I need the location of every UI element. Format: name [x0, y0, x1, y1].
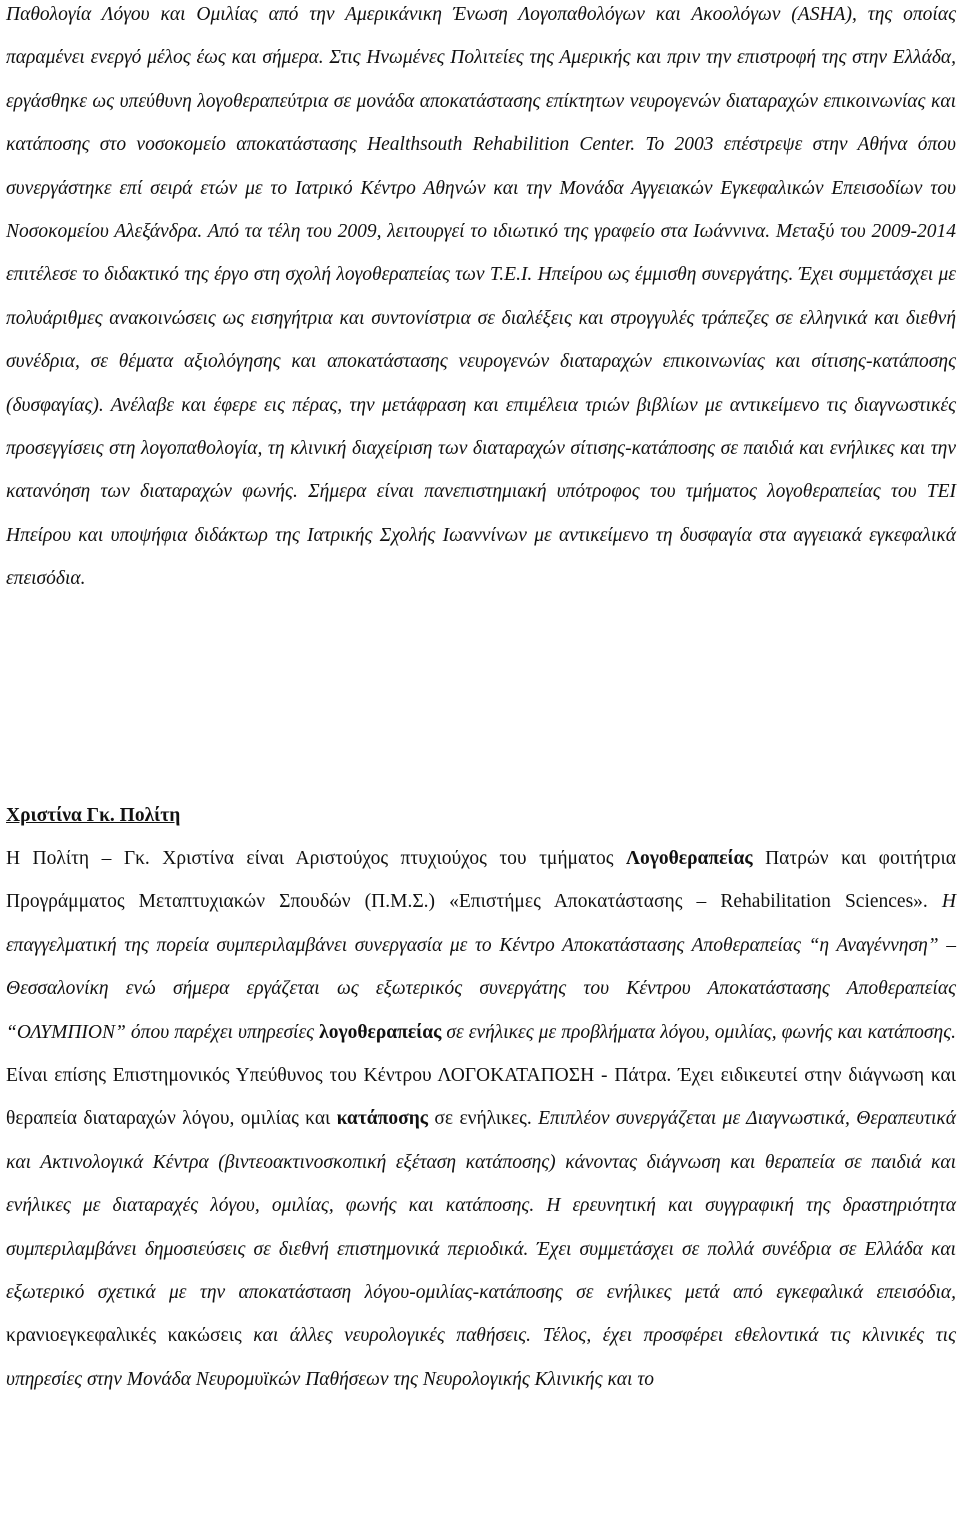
bio-2-segment-italic: “ΟΛΥΜΠΙΟΝ”	[6, 1021, 126, 1043]
bio-2-segment-bold: κατάποσης	[336, 1108, 429, 1130]
bio-2-segment-italic: Η επαγγελματική της πορεία συμπεριλαμβάνει συνεργασία με το Κέντρο Αποκατάστασης Αποθεραπείας	[6, 891, 956, 956]
bio-2-segment-italic: Επιπλέον συνεργάζεται με Διαγνωστικά, Θεραπευτικά και Ακτινολογικά Κέντρα (βιντεοακτινοσκοπική εξέταση κατάποσης) κάνοντας διάγνωση και θεραπεία σε παιδιά και ενήλικες με διαταραχές λόγου, ομιλίας, φωνής και κατάποσης.	[6, 1108, 956, 1217]
bio-1-segment: Παθολογία Λόγου και Ομιλίας από την Αμερικάνικη Ένωση Λογοπαθολόγων και Ακοολόγων (ASHA), της οποίας παραμένει ενεργό μέλος έως και σήμερα. Στις Ηνωμένες Πολιτείες της Αμερικής και πριν την επιστροφή της στην Ελλάδα, εργάσθηκε ως υπεύθυνη λογοθεραπεύτρια σε μονάδα αποκατάστασης επίκτητων νευρογενών διαταραχών επικοινωνίας και κατάποσης στο νοσοκομείο αποκατάστασης Healthsouth Rehabilition Center.	[6, 4, 956, 156]
bio-paragraph-2	[6, 837, 956, 1401]
bio-heading-christina-politi: Χριστίνα Γκ. Πολίτη	[6, 805, 181, 826]
bio-2-segment-italic: όπου παρέχει υπηρεσίες	[125, 1021, 320, 1043]
bio-2-segment: Είναι επίσης Επιστημονικός Υπεύθυνος του Κέντρου ΛΟΓΟΚΑΤΑΠΟΣΗ - Πάτρα.	[6, 1065, 679, 1087]
bio-1-segment: Έχει συμμετάσχει με πολυάριθμες ανακοινώσεις ως εισηγήτρια και συντονίστρια σε διαλέξεις και στρογγυλές τράπεζες σε ελληνικά και διεθνή συνέδρια, σε θέματα αξιολόγησης και αποκατάστασης νευρογενών διαταραχών επικοινωνίας και σίτισης-κατάποσης (δυσφαγίας).	[6, 264, 956, 416]
bio-2-segment: σε ενήλικες.	[428, 1108, 539, 1130]
bio-2-segment-bold: λογοθεραπείας	[319, 1021, 442, 1043]
bio-2-segment-italic: σε ενήλικες με προβλήματα λόγου, ομιλίας, φωνής και κατάποσης.	[441, 1021, 956, 1043]
bio-2-segment-italic: Η ερευνητική και συγγραφική της δραστηριότητα συμπεριλαμβάνει δημοσιεύσεις σε διεθνή επιστημονικά περιοδικά.	[6, 1195, 956, 1260]
bio-2-segment-bold: Λογοθεραπείας	[626, 848, 753, 869]
bio-1-segment: Ανέλαβε και έφερε εις πέρας, την μετάφραση και επιμέλεια τριών βιβλίων με αντικείμενο τις διαγνωστικές προσεγγίσεις στη λογοπαθολογία, τη κλινική διαχείριση των διαταραχών σίτισης-κατάποσης σε παιδιά και ενήλικες και την κατανόηση των διαταραχών φωνής.	[6, 394, 957, 503]
bio-2-segment-italic: και άλλες νευρολογικές παθήσεις.	[241, 1325, 543, 1347]
bio-paragraph-1	[6, 0, 956, 601]
bio-2-segment: Έχει ειδικευτεί στην διάγνωση και θεραπεία διαταραχών λόγου, ομιλίας και	[6, 1065, 956, 1130]
bio-2-segment-italic: – Θεσσαλονίκη ενώ σήμερα εργάζεται ως εξωτερικός συνεργάτης του Κέντρου Αποκατάστασης Αποθεραπείας	[6, 934, 957, 1000]
bio-1-segment: Το 2003 επέστρεψε στην Αθήνα όπου συνεργάστηκε επί σειρά ετών με το Ιατρικό Κέντρο Αθηνών και την Μονάδα Αγγειακών Εγκεφαλικών Επεισοδίων του Νοσοκομείου Αλεξάνδρα.	[6, 134, 956, 243]
bio-1-segment: Σήμερα είναι πανεπιστημιακή υπότροφος του τμήματος λογοθεραπείας του ΤΕΙ Ηπείρου και υποψήφια διδάκτωρ της Ιατρικής Σχολής Ιωαννίνων με αντικείμενο τη δυσφαγία στα αγγειακά εγκεφαλικά επεισόδια.	[6, 481, 956, 590]
bio-2-segment: κρανιοεγκεφαλικές κακώσεις	[6, 1325, 242, 1347]
bio-1-segment: Μεταξύ του 2009-2014 επιτέλεσε το διδακτικό της έργο στη σχολή λογοθεραπείας των Τ.Ε.Ι. Ηπείρου ως έμμισθη συνεργάτης.	[6, 221, 956, 286]
bio-2-segment: Η Πολίτη – Γκ. Χριστίνα είναι Αριστούχος πτυχιούχος του τμήματος	[6, 848, 627, 869]
document-page	[6, 0, 957, 1390]
bio-2-segment-italic: Έχει συμμετάσχει σε πολλά συνέδρια σε Ελλάδα και εξωτερικό σχετικά με την αποκατάσταση λόγου-ομιλίας-κατάποσης σε ενήλικες μετά από εγκεφαλικά επεισόδια,	[6, 1238, 956, 1304]
bio-2-segment-italic: “η Αναγέννηση”	[808, 934, 939, 956]
bio-2-segment: Πατρών και φοιτήτρια Προγράμματος Μεταπτυχιακών Σπουδών (Π.Μ.Σ.) «Επιστήμες Αποκατάστασης – Rehabilitation Sciences».	[6, 848, 956, 913]
bio-2-segment-italic: Τέλος, έχει προσφέρει εθελοντικά τις κλινικές τις υπηρεσίες στην Μονάδα Νευρομυϊκών Παθήσεων της Νευρολογικής Κλινικής και το	[6, 1325, 957, 1390]
bio-1-segment: Από τα τέλη του 2009, λειτουργεί το ιδιωτικό της γραφείο στα Ιωάννινα.	[207, 221, 776, 243]
